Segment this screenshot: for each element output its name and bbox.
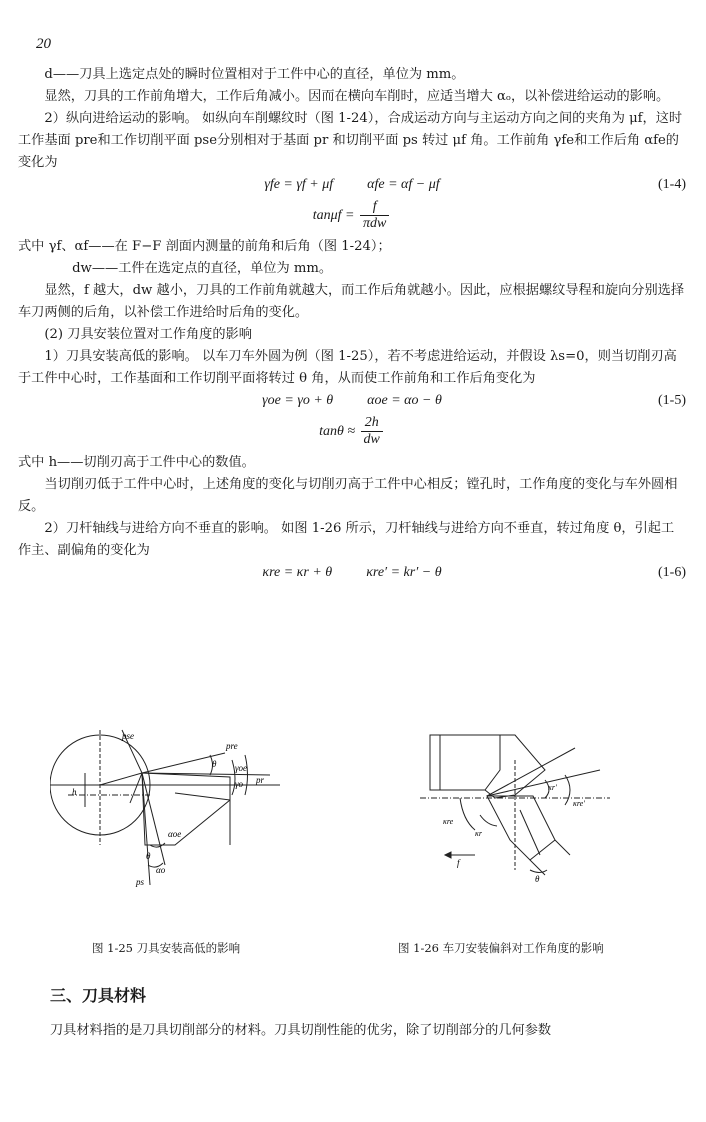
label-kre: κre (443, 817, 454, 826)
label-theta-2: θ (146, 851, 151, 861)
eq2-gamma: γoe = γo + θ (262, 393, 334, 408)
label-kr: κr (475, 829, 482, 838)
eq3-kappa: κre = κr + θ (262, 565, 333, 580)
eq2-tan-lhs: tanθ ≈ (319, 424, 356, 439)
label-pse: pse (122, 731, 134, 741)
paragraph-where-1: 式中 γf、αf——在 F−F 剖面内测量的前角和后角（图 1-24）； (18, 239, 391, 254)
figure-1-25-caption: 图 1-25 刀具安装高低的影响 (92, 941, 241, 955)
label-theta: θ (535, 874, 540, 884)
eq1-denominator: πdw (362, 216, 387, 232)
paragraph-conclusion-1: 显然，刀具的工作前角增大，工作后角减小。因而在横向车削时，应适当增大 αₒ，以补偿进给运动的影响。 (44, 89, 670, 104)
paragraph-where-2: 式中 h——切削刃高于工件中心的数值。 (18, 455, 255, 470)
eq1-number: (1-4) (658, 177, 686, 192)
paragraph-below-center: 当切削刃低于工件中心时，上述角度的变化与切削刃高于工件中心相反；镗孔时，工作角度的变化与车外圆相反。 (18, 477, 678, 514)
label-pre: pre (226, 741, 238, 751)
label-gamma-oe: γoe (235, 763, 248, 773)
figure-1-26-diagram (415, 730, 615, 885)
eq2-alpha: αoe = αo − θ (367, 393, 442, 408)
label-gamma-o: γo (235, 779, 244, 789)
label-alpha-o: αo (156, 865, 166, 875)
label-alpha-oe: αoe (168, 829, 182, 839)
eq2-number: (1-5) (658, 393, 686, 408)
label-kre-prime: κre′ (573, 799, 585, 808)
paragraph-shank-axis: 2）刀杆轴线与进给方向不垂直的影响。 如图 1-26 所示，刀杆轴线与进给方向不垂直，转过角度 θ，引起工作主、副偏角的变化为 (18, 521, 675, 558)
eq1-numerator: f (360, 199, 389, 216)
figure-1-26-caption: 图 1-26 车刀安装偏斜对工作角度的影响 (398, 941, 604, 955)
eq2-numerator: 2h (361, 415, 383, 432)
label-f: f (457, 858, 460, 868)
equation-1-5 (18, 390, 686, 412)
label-ps: ps (136, 877, 145, 887)
text-block-1 (18, 64, 686, 584)
section-title: 三、刀具材料 (50, 986, 147, 1005)
label-theta-1: θ (212, 759, 217, 769)
page-number: 20 (36, 36, 51, 52)
figure-1-25-diagram (50, 725, 340, 895)
eq2-denominator: dw (363, 432, 380, 448)
paragraph-install-height: 1）刀具安装高低的影响。 以车刀车外圆为例（图 1-25），若不考虑进给运动，并假设 λs=0，则当切削刃高于工件中心时，工作基面和工作切削平面将转过 θ 角，从而使工作前角和工作后角变化为 (18, 349, 677, 386)
eq3-number: (1-6) (658, 565, 686, 580)
equation-1-6 (18, 562, 686, 584)
eq1-alpha: αfe = αf − μf (367, 177, 440, 192)
paragraph-dw-definition: dw——工件在选定点的直径，单位为 mm。 (72, 261, 333, 276)
paragraph-conclusion-2: 显然，f 越大，dw 越小，刀具的工作前角就越大，而工作后角就越小。因此，应根据螺纹导程和旋向分别选择车刀两侧的后角，以补偿工作进给时后角的变化。 (18, 283, 685, 320)
equation-1-4 (18, 174, 686, 196)
eq1-gamma: γfe = γf + μf (264, 177, 334, 192)
paragraph-d-definition: d——刀具上选定点处的瞬时位置相对于工件中心的直径，单位为 mm。 (44, 67, 465, 82)
label-pr: pr (256, 775, 265, 785)
paragraph-tool-material: 刀具材料指的是刀具切削部分的材料。刀具切削性能的优劣，除了切削部分的几何参数 (50, 1023, 552, 1038)
equation-1-4-tan (18, 196, 686, 236)
eq1-tan-lhs: tanμf = (312, 208, 355, 223)
subheading-install-position: (2) 刀具安装位置对工作角度的影响 (44, 327, 252, 342)
label-kr-prime: κr′ (548, 783, 557, 792)
paragraph-longitudinal-feed: 2）纵向进给运动的影响。 如纵向车削螺纹时（图 1-24），合成运动方向与主运动方向之间的夹角为 μf，这时工作基面 pre和工作切削平面 pse分别相对于基面 pr 和切削平面 ps 转过 μf 角。工作前角 γfe和工作后角 αfe的变化为 (18, 111, 683, 170)
eq3-kappa-prime: κre′ = kr′ − θ (366, 565, 442, 580)
equation-1-5-tan (18, 412, 686, 452)
label-h: h (72, 787, 77, 797)
